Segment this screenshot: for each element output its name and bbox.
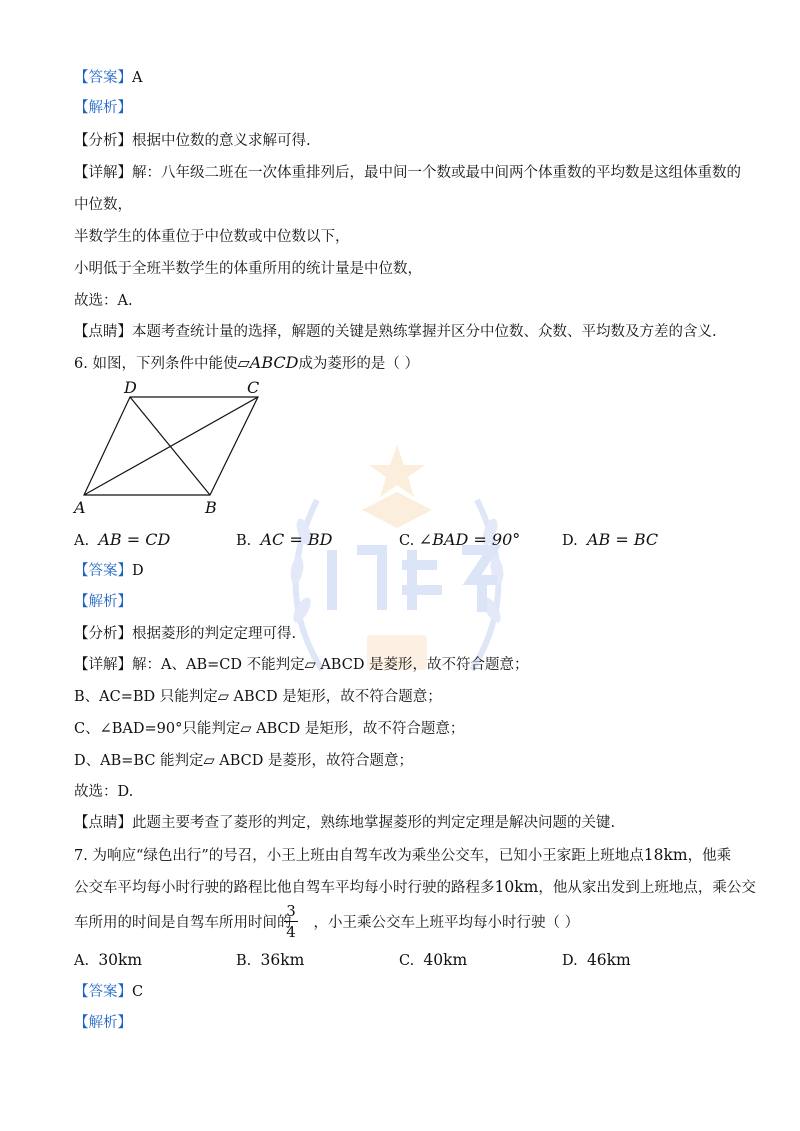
fenxi-tag: 【分析】 bbox=[74, 133, 132, 149]
body-text: C、∠BAD=90°只能判定▱ ABCD 是矩形，故不符合题意； bbox=[74, 721, 465, 737]
answer-value: A bbox=[132, 70, 143, 86]
q6-option-b bbox=[236, 530, 332, 551]
option-letter: C. bbox=[399, 953, 415, 969]
option-letter: C. bbox=[399, 533, 415, 549]
q5-xiangjie-line bbox=[74, 163, 741, 183]
stem-math: ▱ABCD bbox=[237, 353, 299, 372]
option-expr: ∠BAD = 90° bbox=[418, 530, 521, 549]
vertex-label-a: A bbox=[74, 498, 86, 517]
stem-text: 车所用的时间是自驾车所用时间的 bbox=[74, 915, 292, 931]
analysis-tag: 【解析】 bbox=[74, 1015, 132, 1031]
q7-option-c bbox=[399, 950, 467, 971]
q5-dianjing-line bbox=[74, 322, 717, 342]
xiangjie-text: 解：八年级二班在一次体重排列后，最中间一个数或最中间两个体重数的平均数是这组体重数的 bbox=[132, 165, 741, 181]
q5-line5 bbox=[74, 291, 133, 311]
stem-text: ，小王乘公交车上班平均每小时行驶（ ） bbox=[313, 915, 580, 931]
option-letter: B. bbox=[236, 953, 252, 969]
vertex-label-d: D bbox=[124, 378, 137, 397]
vertex-label-b: B bbox=[205, 498, 217, 517]
q6-option-a bbox=[74, 530, 170, 551]
option-expr: AC = BD bbox=[260, 530, 333, 549]
q6-fenxi-line bbox=[74, 624, 296, 644]
choice-text: 故选：D. bbox=[74, 784, 134, 800]
stem-text: 7. 为响应“绿色出行”的号召，小王上班由自驾车改为乘坐公交车，已知小王家距上班地点 bbox=[74, 848, 644, 864]
fraction-bar bbox=[284, 921, 298, 922]
option-expr: AB = CD bbox=[98, 530, 171, 549]
stem-text: ，他从家出发到上班地点，乘公交 bbox=[538, 880, 756, 896]
option-letter: B. bbox=[236, 533, 252, 549]
option-letter: A. bbox=[74, 533, 90, 549]
q6-line-c bbox=[74, 719, 464, 739]
parallelogram-diagram bbox=[70, 378, 270, 518]
q7-answer-line bbox=[74, 982, 143, 1002]
vertex-label-c: C bbox=[247, 378, 260, 397]
fraction-numerator: 3 bbox=[286, 902, 296, 920]
q6-answer-line bbox=[74, 561, 144, 581]
dianjing-tag: 【点睛】 bbox=[74, 815, 132, 831]
answer-tag: 【答案】 bbox=[74, 563, 132, 579]
q6-line-b bbox=[74, 687, 442, 707]
analysis-tag: 【解析】 bbox=[74, 594, 132, 610]
option-value: 46km bbox=[586, 951, 631, 969]
q7-option-b bbox=[236, 950, 304, 971]
stem-number: 18km bbox=[643, 846, 688, 864]
answer-value: C bbox=[132, 984, 144, 1000]
dianjing-text: 本题考查统计量的选择，解题的关键是熟练掌握并区分中位数、众数、平均数及方差的含义. bbox=[132, 324, 717, 340]
q7-option-d bbox=[562, 950, 631, 971]
fenxi-text: 根据菱形的判定定理可得. bbox=[132, 626, 297, 642]
body-text: 半数学生的体重位于中位数或中位数以下， bbox=[74, 229, 350, 245]
fenxi-tag: 【分析】 bbox=[74, 626, 132, 642]
q6-stem bbox=[74, 353, 419, 374]
fraction-three-quarters bbox=[284, 903, 298, 940]
q6-option-c bbox=[399, 530, 520, 551]
answer-tag: 【答案】 bbox=[74, 70, 132, 86]
dianjing-tag: 【点睛】 bbox=[74, 324, 132, 340]
option-letter: D. bbox=[562, 533, 578, 549]
stem-text: ，他乘 bbox=[687, 848, 732, 864]
answer-tag: 【答案】 bbox=[74, 984, 132, 1000]
xiangjie-text-cont: 中位数， bbox=[74, 197, 132, 213]
q7-stem-line3 bbox=[74, 913, 579, 933]
q7-analysis-line bbox=[74, 1013, 132, 1033]
q5-line4 bbox=[74, 259, 422, 279]
fraction-denominator: 4 bbox=[286, 923, 296, 941]
q5-fenxi-line bbox=[74, 131, 311, 151]
xiangjie-text: 解：A、AB=CD 不能判定▱ ABCD 是菱形，故不符合题意； bbox=[132, 657, 529, 673]
body-text: 小明低于全班半数学生的体重所用的统计量是中位数， bbox=[74, 261, 422, 277]
q6-choose-line bbox=[74, 782, 133, 802]
parallelogram-figure bbox=[70, 378, 270, 518]
q6-analysis-line bbox=[74, 592, 132, 612]
stem-text: 公交车平均每小时行驶的路程比他自驾车平均每小时行驶的路程多 bbox=[74, 880, 495, 896]
stem-number: 10km bbox=[494, 878, 539, 896]
stem-text: 成为菱形的是（ ） bbox=[298, 356, 420, 372]
xiangjie-tag: 【详解】 bbox=[74, 165, 132, 181]
stem-text: 6. 如图，下列条件中能使 bbox=[74, 356, 238, 372]
option-value: 30km bbox=[98, 951, 143, 969]
fenxi-text: 根据中位数的意义求解可得. bbox=[132, 133, 311, 149]
q6-xiangjie-line bbox=[74, 655, 529, 675]
q5-answer-line bbox=[74, 68, 142, 88]
option-letter: A. bbox=[74, 953, 90, 969]
q6-option-d bbox=[562, 530, 658, 551]
q7-option-a bbox=[74, 950, 142, 971]
option-value: 36km bbox=[260, 951, 305, 969]
q7-stem-line2 bbox=[74, 877, 756, 898]
xiangjie-tag: 【详解】 bbox=[74, 657, 132, 673]
choice-text: 故选：A. bbox=[74, 293, 133, 309]
q6-line-d bbox=[74, 751, 413, 771]
body-text: D、AB=BC 能判定▱ ABCD 是菱形，故符合题意； bbox=[74, 753, 414, 769]
dianjing-text: 此题主要考查了菱形的判定，熟练地掌握菱形的判定定理是解决问题的关键. bbox=[132, 815, 616, 831]
option-letter: D. bbox=[562, 953, 578, 969]
q7-stem-line1 bbox=[74, 845, 731, 866]
option-value: 40km bbox=[423, 951, 468, 969]
analysis-tag: 【解析】 bbox=[74, 100, 132, 116]
option-expr: AB = BC bbox=[586, 530, 659, 549]
q6-dianjing-line bbox=[74, 813, 615, 833]
answer-value: D bbox=[132, 563, 144, 579]
q5-line3 bbox=[74, 227, 350, 247]
q5-xiangjie-line2 bbox=[74, 195, 132, 215]
q5-analysis-line bbox=[74, 98, 132, 118]
body-text: B、AC=BD 只能判定▱ ABCD 是矩形，故不符合题意； bbox=[74, 689, 442, 705]
